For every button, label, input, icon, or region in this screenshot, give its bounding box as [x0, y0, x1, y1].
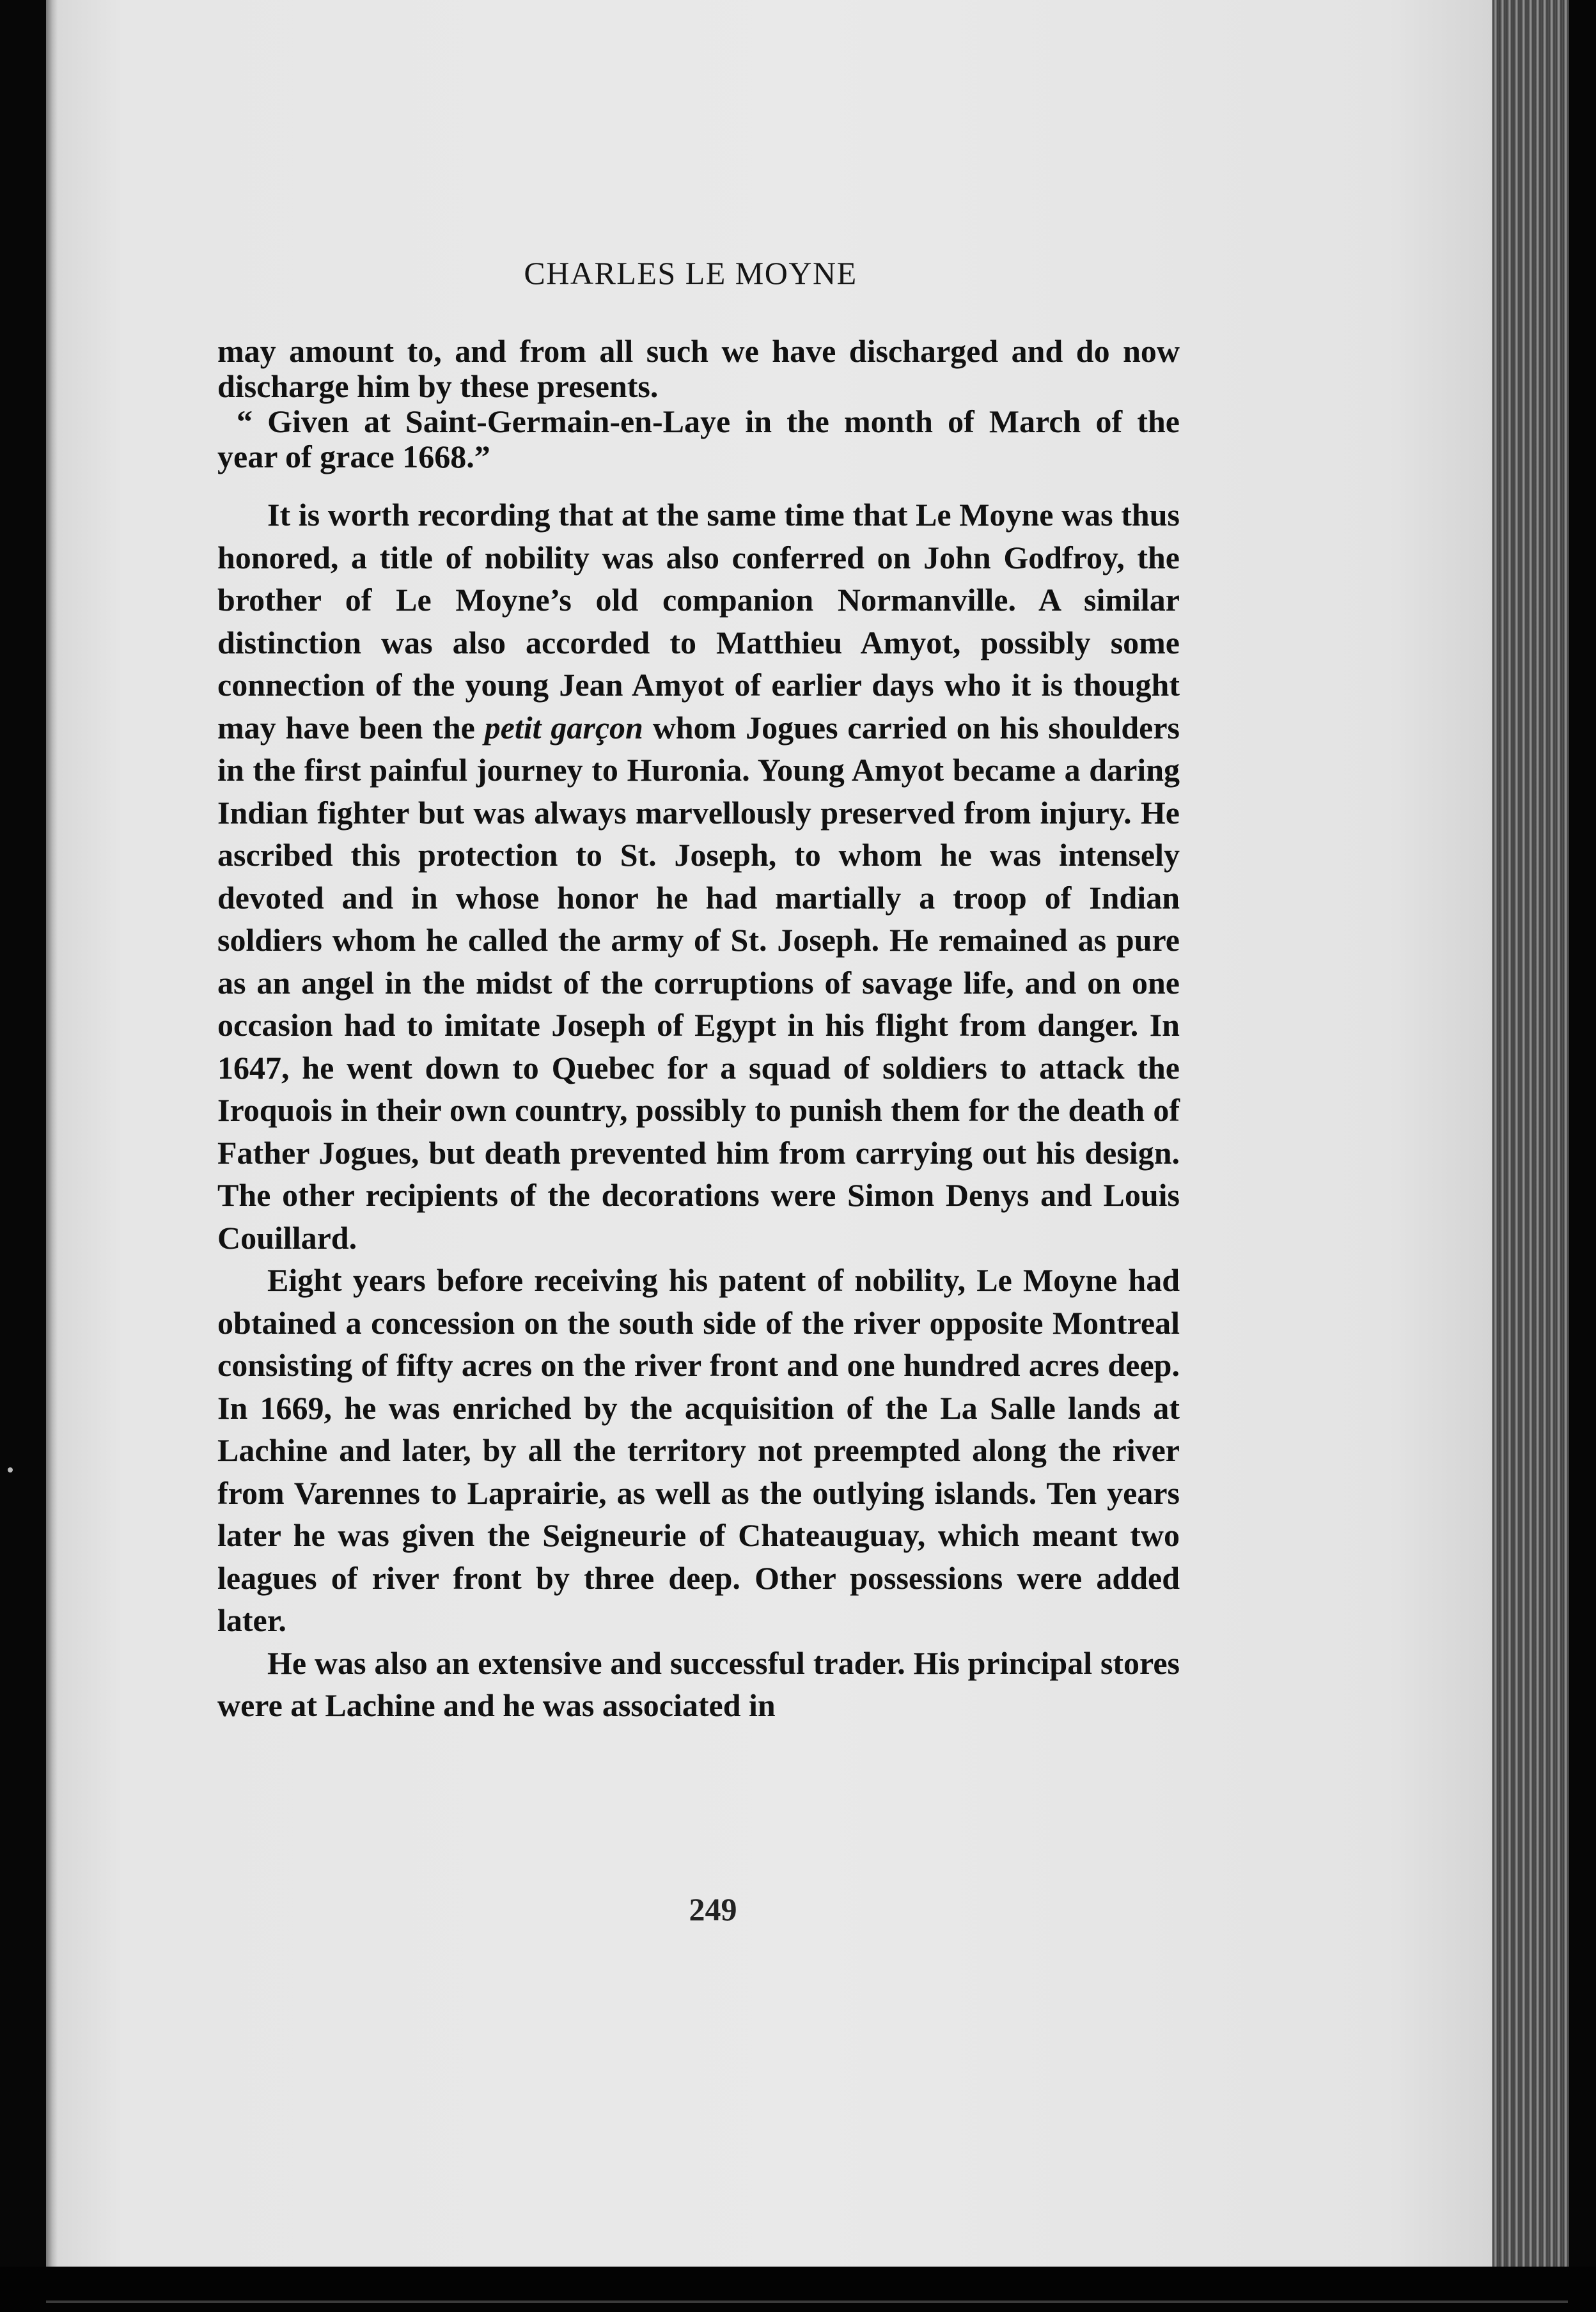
dust-speck: [8, 1467, 13, 1472]
running-head: CHARLES LE MOYNE: [524, 255, 857, 291]
book-bottom-edge: [46, 2300, 1568, 2303]
paragraph-nobility-continued: whom Jogues carried on his shoulders in the first painful journey to Huronia. Young Amyot became a daring Indian fighter but was always marvellously preserved from injury. He ascribed this protection to St. Joseph, to whom he was intensely devoted and in whose honor he had martially a troop of Indian soldiers whom he called the army of St. Joseph. He remained as pure as an angel in the midst of the corruptions of savage life, and on one occasion had to imitate Joseph of Egypt in his flight from danger. In 1647, he went down to Quebec for a squad of soldiers to attack the Iroquois in their own country, possibly to punish them for the death of Father Jogues, but death prevented him from carrying out his design. The other recipients of the decorations were Simon Denys and Louis Couillard.: [217, 709, 1180, 1256]
italic-phrase: petit garçon: [484, 709, 643, 746]
scan-right-border: [1569, 0, 1596, 2312]
body-text: [217, 334, 1180, 1727]
scan-bottom-border: [0, 2267, 1596, 2312]
page-number: 249: [689, 1891, 737, 1927]
book-page-edges: [1492, 0, 1569, 2276]
paragraph-continued: may amount to, and from all such we have discharged and do now discharge him by these presents.: [217, 333, 1180, 404]
paragraph-nobility: [217, 494, 1180, 1259]
scan-left-border: [0, 0, 46, 2267]
paragraph-concession: Eight years before receiving his patent of nobility, Le Moyne had obtained a concession on the south side of the river opposite Montreal consisting of fifty acres on the river front and one hundred acres deep. In 1669, he was enriched by the acquisition of the La Salle lands at Lachine and later, by all the territory not preempted along the river from Varennes to Laprairie, as well as the outlying islands. Ten years later he was given the Seigneurie of Chateauguay, which meant two leagues of river front by three deep. Other possessions were added later.: [217, 1262, 1180, 1638]
paragraph-trader: He was also an extensive and successful trader. His principal stores were at Lachine and he was associated in: [217, 1644, 1180, 1723]
paragraph-quotation: “ Given at Saint-Germain-en-Laye in the month of March of the year of grace 1668.”: [217, 403, 1180, 474]
spine-shadow: [46, 0, 58, 2267]
paragraph-nobility-text: It is worth recording that at the same time that Le Moyne was thus honored, a title of nobility was also conferred on John Godfroy, the brother of Le Moyne’s old companion Normanville. A similar distinction was also accorded to Matthieu Amyot, possibly some connection of the young Jean Amyot of earlier days who it is thought may have been the: [217, 497, 1180, 746]
